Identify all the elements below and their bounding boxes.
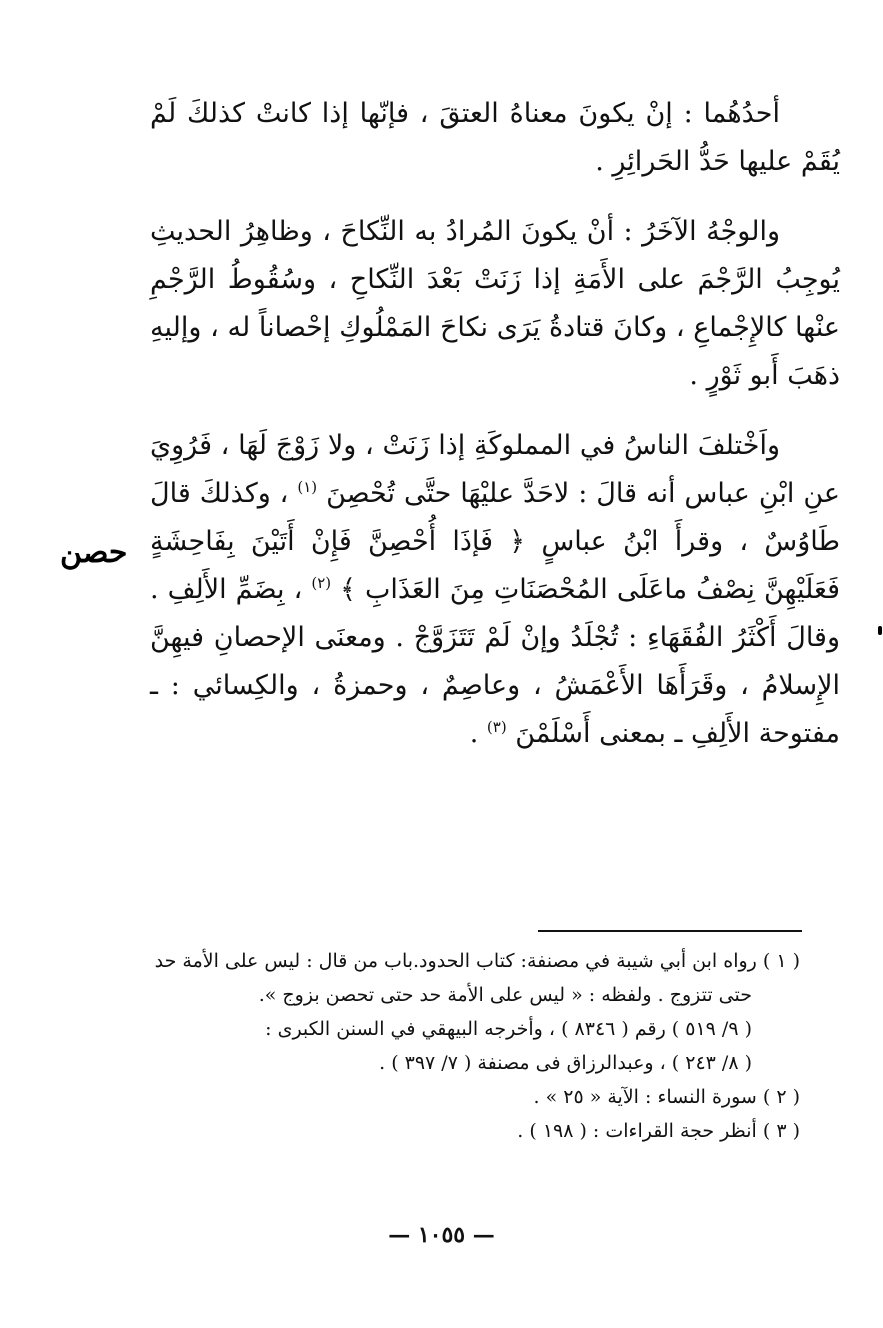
footnote-ref-2: (٢)	[311, 574, 332, 592]
footnote-3: ( ٣ ) أنظر حجة القراءات : ( ١٩٨ ) .	[517, 1120, 800, 1142]
paragraph-3-text-b: ، وكذلكَ قالَ طَاوُسٌ ، وقرأَ ابْنُ عباسٍ ﴿ فَإذَا أُحْصِنَّ فَإِنْ أَتَيْنَ بِفَاحِشَةٍ فَعَلَيْهِنَّ نِصْفُ ماعَلَى المُحْصَنَاتِ مِنَ العَذَابِ ﴾	[150, 478, 840, 605]
page-number: — ١٠٥٥ —	[388, 1222, 495, 1248]
footnotes	[150, 944, 800, 1148]
paragraph-gap	[150, 400, 840, 422]
footnote-divider	[538, 930, 802, 932]
paragraph-2: والوجْهُ الآخَرُ : أنْ يكونَ المُرادُ به النِّكاحَ ، وظاهِرُ الحديثِ يُوجِبُ الرَّجْمَ على الأَمَةِ إذا زَنَتْ بَعْدَ النِّكاحِ ، وسُقُوطُ الرَّجْمِ عنْها كالإِجْماعِ ، وكانَ قتادةُ يَرَى نكاحَ المَمْلُوكِ إحْصاناً له ، وإليهِ ذهَبَ أَبو ثَوْرٍ .	[150, 216, 840, 391]
paragraph-3-text-a: واَخْتلفَ الناسُ في المملوكَةِ إذا زَنَتْ ، ولا زَوْجَ لَهَا ، فَرُوِيَ عنِ ابْنِ عباس أنه قالَ : لاحَدَّ عليْهَا حتَّى تُحْصِنَ	[150, 430, 840, 509]
footnote-ref-1: (١)	[297, 478, 318, 496]
margin-keyword: حصن	[60, 535, 128, 570]
footnote-2: ( ٢ ) سورة النساء : الآية « ٢٥ » .	[533, 1086, 800, 1108]
footnote-1-line-2: حتى تتزوج . ولفظه : « ليس على الأمة حد حتى تحصن بزوج ».	[258, 984, 752, 1006]
footnote-1-line-1: ( ١ ) رواه ابن أبي شيبة في مصنفة: كتاب الحدود.باب من قال : ليس على الأمة حد	[154, 950, 800, 972]
footnote-1-line-4: ( ٨/ ٢٤٣ ) ، وعبدالرزاق فى مصنفة ( ٧/ ٣٩٧ ) .	[379, 1052, 752, 1074]
paragraph-1: أحدُهُما : إنْ يكونَ معناهُ العتقَ ، فإنّها إذا كانتْ كذلكَ لَمْ يُقَمْ عليها حَدُّ الحَرائِرِ .	[150, 98, 840, 177]
paragraph-3	[150, 422, 840, 758]
edge-mark	[878, 626, 882, 635]
paragraph-gap	[150, 186, 840, 208]
paragraph-3-text-c: ، بِضَمِّ الأَلِفِ . وقالَ أَكْثَرُ الفُقَهَاءِ : تُجْلَدُ وإنْ لَمْ تَتَزَوَّجْ . ومعنَى الإحصانِ فيهِنَّ الإِسلامُ ، وقَرَأَهَا الأَعْمَشُ ، وعاصِمٌ ، وحمزةُ ، والكِسائي : ـ مفتوحة الأَلِفِ ـ بمعنى أَسْلَمْنَ	[150, 574, 840, 749]
footnote-ref-3: (٣)	[486, 718, 507, 736]
footnote-1-line-3: ( ٩/ ٥١٩ ) رقم ( ٨٣٤٦ ) ، وأخرجه البيهقي في السنن الكبرى :	[265, 1018, 752, 1040]
main-text	[150, 90, 840, 758]
paragraph-3-text-d: .	[469, 718, 479, 749]
